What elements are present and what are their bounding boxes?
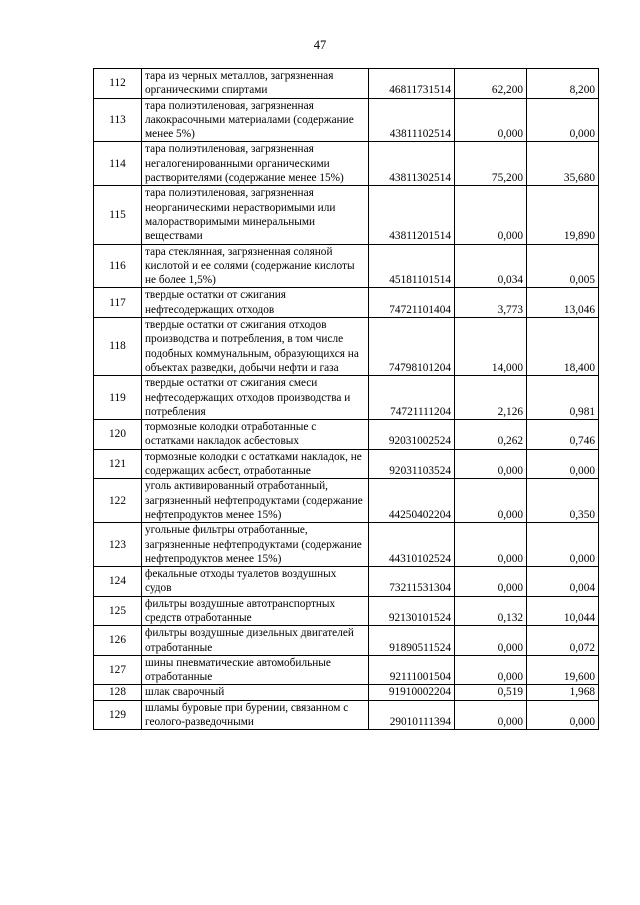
waste-table-body — [94, 69, 599, 730]
value-1: 0,000 — [455, 98, 527, 142]
waste-name: фильтры воздушные дизельных двигателей отработанные — [142, 626, 369, 656]
waste-name: шлак сварочный — [142, 685, 369, 700]
value-1: 0,000 — [455, 700, 527, 730]
waste-code: 92031103524 — [369, 449, 455, 479]
waste-code: 74721111204 — [369, 376, 455, 420]
page-number: 47 — [313, 38, 327, 52]
row-number: 115 — [94, 186, 142, 244]
value-2: 0,981 — [527, 376, 599, 420]
waste-name: угольные фильтры отработанные, загрязненные нефтепродуктами (содержание нефтепродуктов менее 15%) — [142, 523, 369, 567]
waste-name: тара полиэтиленовая, загрязненная лакокрасочными материалами (содержание менее 5%) — [142, 98, 369, 142]
waste-code: 44250402204 — [369, 479, 455, 523]
value-2: 0,000 — [527, 98, 599, 142]
value-1: 0,132 — [455, 596, 527, 626]
table-row — [94, 142, 599, 186]
row-number: 126 — [94, 626, 142, 656]
table-row — [94, 420, 599, 450]
waste-code: 74798101204 — [369, 318, 455, 376]
waste-code: 43811102514 — [369, 98, 455, 142]
row-number: 114 — [94, 142, 142, 186]
waste-name: уголь активированный отработанный, загрязненный нефтепродуктами (содержание нефтепродуктов менее 15%) — [142, 479, 369, 523]
row-number: 127 — [94, 655, 142, 685]
row-number: 123 — [94, 523, 142, 567]
value-2: 10,044 — [527, 596, 599, 626]
waste-name: тормозные колодки отработанные с остатками накладок асбестовых — [142, 420, 369, 450]
table-row — [94, 244, 599, 288]
value-2: 18,400 — [527, 318, 599, 376]
value-2: 0,000 — [527, 449, 599, 479]
waste-code: 29010111394 — [369, 700, 455, 730]
value-1: 0,000 — [455, 479, 527, 523]
table-row — [94, 318, 599, 376]
waste-name: шламы буровые при бурении, связанном с геолого-разведочными — [142, 700, 369, 730]
table-row — [94, 376, 599, 420]
value-2: 19,890 — [527, 186, 599, 244]
value-1: 0,519 — [455, 685, 527, 700]
value-2: 0,072 — [527, 626, 599, 656]
value-1: 0,000 — [455, 523, 527, 567]
row-number: 125 — [94, 596, 142, 626]
table-row — [94, 186, 599, 244]
row-number: 119 — [94, 376, 142, 420]
value-1: 62,200 — [455, 69, 527, 99]
value-2: 0,746 — [527, 420, 599, 450]
waste-table — [93, 68, 599, 730]
table-row — [94, 700, 599, 730]
waste-code: 43811302514 — [369, 142, 455, 186]
waste-code: 91910002204 — [369, 685, 455, 700]
row-number: 120 — [94, 420, 142, 450]
waste-code: 73211531304 — [369, 567, 455, 597]
table-row — [94, 523, 599, 567]
value-1: 0,034 — [455, 244, 527, 288]
value-1: 0,000 — [455, 186, 527, 244]
waste-code: 44310102524 — [369, 523, 455, 567]
row-number: 118 — [94, 318, 142, 376]
value-2: 1,968 — [527, 685, 599, 700]
value-2: 0,004 — [527, 567, 599, 597]
value-1: 0,000 — [455, 567, 527, 597]
value-2: 0,005 — [527, 244, 599, 288]
value-2: 35,680 — [527, 142, 599, 186]
value-1: 3,773 — [455, 288, 527, 318]
value-2: 0,000 — [527, 523, 599, 567]
value-1: 0,262 — [455, 420, 527, 450]
row-number: 124 — [94, 567, 142, 597]
waste-name: тара полиэтиленовая, загрязненная негалогенированными органическими растворителями (содержание менее 15%) — [142, 142, 369, 186]
table-row — [94, 69, 599, 99]
value-1: 0,000 — [455, 626, 527, 656]
row-number: 113 — [94, 98, 142, 142]
value-1: 2,126 — [455, 376, 527, 420]
waste-code: 45181101514 — [369, 244, 455, 288]
waste-code: 92031002524 — [369, 420, 455, 450]
waste-name: тормозные колодки с остатками накладок, не содержащих асбест, отработанные — [142, 449, 369, 479]
value-1: 14,000 — [455, 318, 527, 376]
waste-name: тара из черных металлов, загрязненная органическими спиртами — [142, 69, 369, 99]
waste-code: 91890511524 — [369, 626, 455, 656]
table-row — [94, 479, 599, 523]
table-row — [94, 449, 599, 479]
table-row — [94, 685, 599, 700]
row-number: 121 — [94, 449, 142, 479]
waste-name: твердые остатки от сжигания смеси нефтесодержащих отходов производства и потребления — [142, 376, 369, 420]
waste-name: тара полиэтиленовая, загрязненная неорганическими нерастворимыми или малорастворимыми минеральными веществами — [142, 186, 369, 244]
value-2: 0,000 — [527, 700, 599, 730]
table-row — [94, 567, 599, 597]
row-number: 117 — [94, 288, 142, 318]
row-number: 129 — [94, 700, 142, 730]
row-number: 112 — [94, 69, 142, 99]
row-number: 122 — [94, 479, 142, 523]
value-1: 0,000 — [455, 449, 527, 479]
waste-name: твердые остатки от сжигания отходов производства и потребления, в том числе подобных коммунальным, образующихся на объектах разведки, добычи нефти и газа — [142, 318, 369, 376]
waste-name: фекальные отходы туалетов воздушных судов — [142, 567, 369, 597]
row-number: 116 — [94, 244, 142, 288]
value-2: 13,046 — [527, 288, 599, 318]
waste-code: 92130101524 — [369, 596, 455, 626]
value-2: 0,350 — [527, 479, 599, 523]
waste-code: 92111001504 — [369, 655, 455, 685]
table-row — [94, 596, 599, 626]
waste-name: твердые остатки от сжигания нефтесодержащих отходов — [142, 288, 369, 318]
value-1: 0,000 — [455, 655, 527, 685]
table-row — [94, 288, 599, 318]
row-number: 128 — [94, 685, 142, 700]
value-2: 19,600 — [527, 655, 599, 685]
waste-code: 74721101404 — [369, 288, 455, 318]
waste-code: 46811731514 — [369, 69, 455, 99]
waste-code: 43811201514 — [369, 186, 455, 244]
value-1: 75,200 — [455, 142, 527, 186]
table-row — [94, 98, 599, 142]
value-2: 8,200 — [527, 69, 599, 99]
table-row — [94, 626, 599, 656]
waste-name: шины пневматические автомобильные отработанные — [142, 655, 369, 685]
waste-name: тара стеклянная, загрязненная соляной кислотой и ее солями (содержание кислоты не более 1,5%) — [142, 244, 369, 288]
waste-name: фильтры воздушные автотранспортных средств отработанные — [142, 596, 369, 626]
table-row — [94, 655, 599, 685]
